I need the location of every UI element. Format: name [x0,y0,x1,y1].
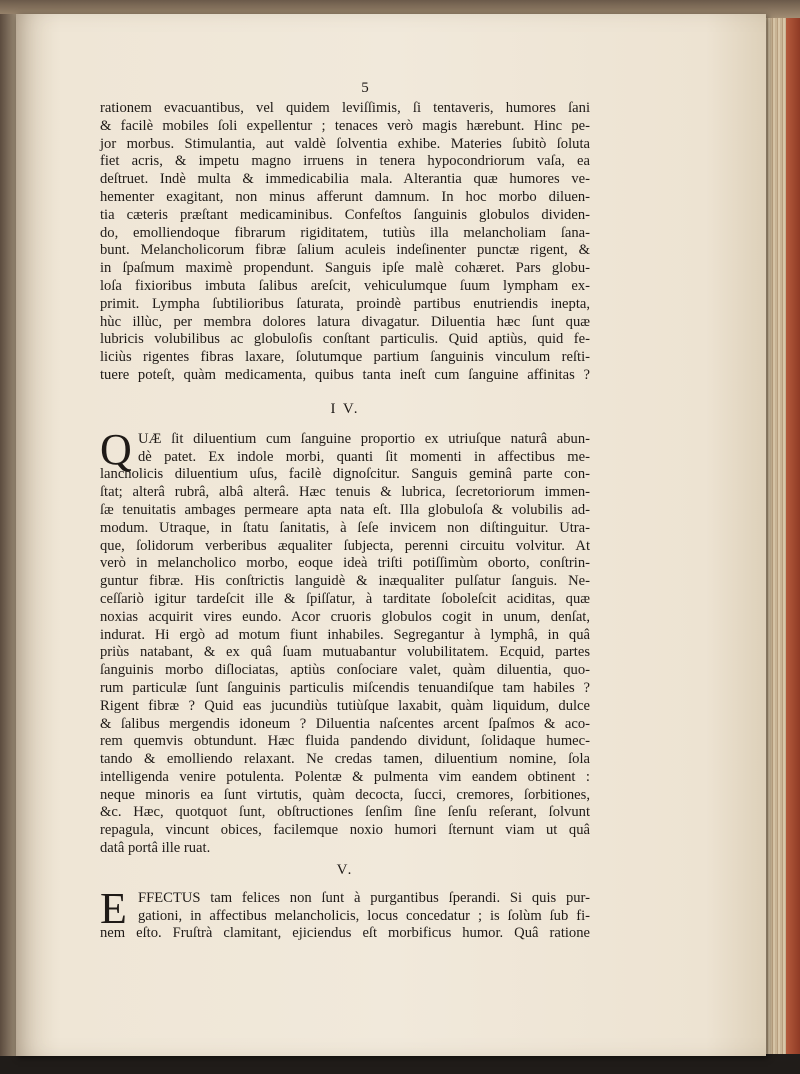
text-line: rationem evacuantibus, vel quidem leviſſimis, ſi tentaveris, humores ſani [100,100,590,116]
text-line: lancholicis diluentium uſus, facilè dignoſcitur. Sanguis geminâ parte con- [100,466,590,483]
text-line: noxias acquirit vires eundo. Acor cruoris globulos cogit in unum, denſat, [100,608,590,625]
text-line: neque minoris ea ſunt virtutis, quàm decocta, ſucci, cremores, ſorbitiones, [100,786,590,803]
text-line: liciùs rigentes fibras laxare, ſolutumque partium ſanguinis vinculum reſti- [100,349,590,366]
drop-cap-q: Q [100,424,132,474]
text-line: rem quemvis obtundunt. Hæc fluida pandendo dividunt, ſolidaque humec- [100,733,590,750]
text-line: Rigent fibræ ? Quid eas jucundiùs tutiùſque laxabit, quàm liquidum, dulce [100,697,590,714]
text-line: intelligenda venire potulenta. Polentæ & pulmenta vim eandem obtinent : [100,768,590,785]
text-line: que, ſolidorum verberibus æqualiter ſubjecta, perenni circuitu volvitur. At [100,537,590,554]
text-line: verò in melancholico morbo, eoque ideà triſti potiſſimùm oborto, conſtrin- [100,555,590,572]
paragraph-section-iv [100,424,590,858]
text-line: ceſſariò igitur tardeſcit ille & ſpiſſatur, à tarditate ſoboleſcit aciditas, quæ [100,590,590,607]
text-line: rum particulæ ſunt ſanguinis particulis miſcendis tenuandiſque tam habiles ? [100,679,590,696]
text-line: ſtat; alterâ rubrâ, albâ alterâ. Hæc tenuis & lubrica, ſecretoriorum immen- [100,484,590,501]
text-line: & ſalibus mergendis idoneum ? Diluentia naſcentes arcent ſpaſmos & aco- [100,715,590,732]
text-line: gationi, in affectibus melancholicis, locus concedatur ; is ſolùm ſub fi- [138,907,590,924]
text-line: modum. Utraque, in ſtatu ſanitatis, à ſeſe invicem non diſtinguitur. Utra- [100,519,590,536]
text-line: deſtruet. Indè multa & immedicabilia mala. Alterantia quæ humores ve- [100,171,590,188]
drop-cap-e: E [100,883,127,933]
text-line: guntur fibræ. His conſtrictis languidè & inæqualiter pulſatur ſanguis. Ne- [100,573,590,590]
text-line: nem eſto. Fruſtrà clamitant, ejiciendus eſt morbificus humor. Quâ ratione [100,925,590,942]
text-line: in ſpaſmum maximè propendunt. Sanguis ipſe malè cohæret. Pars globu- [100,260,590,277]
text-line: ſæ tenuitatis ambages permeare apta nata eſt. Illa globuloſa & volubilis ad- [100,501,590,518]
page-text [100,80,590,943]
text-line: tando & emolliendo relaxant. Ne credas tamen, diluentium nomine, ſola [100,751,590,768]
text-line: repagula, vincunt obices, facilemque noxio humori ſternunt viam ut quâ [100,822,590,839]
text-line: do, emolliendoque fibrarum rigiditatem, tutiùs illa melancholiam ſana- [100,224,590,241]
text-line: &c. Hæc, quotquot ſunt, obſtructiones ſenſim ſine ſenſu reſerant, ſolvunt [100,804,590,821]
paragraph-continuation [100,100,590,385]
text-line: primit. Lympha ſubtilioribus ſaturata, proindè partibus enutriendis inepta, [100,295,590,312]
text-line: hùc illùc, per membra dolores latura divagatur. Diluentia hæc ſunt quæ [100,313,590,330]
text-line: indurat. Hi ergò ad motum fiunt inhabiles. Segregantur à lymphâ, in quâ [100,626,590,643]
text-line: bunt. Melancholicorum fibræ ſalium aculeis indeſinenter punctæ rigent, & [100,242,590,259]
text-line: hementer exagitant, non minus afferunt damnum. In hoc morbo diluen- [100,188,590,205]
page-number: 5 [361,80,369,96]
text-line: tia cæteris præſtant medicaminibus. Confeſtos ſanguinis globulos dividen- [100,206,590,223]
text-line: loſa fixioribus imbuta ſalibus areſcit, vehiculumque ſuum lympham ex- [100,277,590,294]
text-line: lubricis volubilibus ac globuloſis conſtant particulis. Quid aptiùs, quid fe- [100,331,590,348]
section-heading-v: V. [336,861,354,878]
text-line: ſanguinis morbo diſlociatas, aptiùs conſociare valet, quàm diluentia, quo- [100,662,590,679]
text-line: jor morbus. Stimulantia, aut valdè ſolventia exhibe. Materies ſubitò ſoluta [100,135,590,152]
text-line: dè patet. Ex indole morbi, quanti ſit momenti in affectibus me- [138,448,590,465]
text-line: UÆ ſit diluentium cum ſanguine proportio ex utriuſque naturâ abun- [138,430,590,447]
text-line: priùs natabant, & ex quâ ſuam mutuabantur volubilitatem. Ecquid, partes [100,644,590,661]
text-line: tuere poteſt, quàm medicamenta, quibus tanta ineſt cum ſanguine affinitas ? [100,366,590,383]
paragraph-section-v [100,883,590,943]
text-line: FFECTUS tam felices non ſunt à purgantibus ſperandi. Si quis pur- [138,889,590,906]
text-line: fiet acris, & impetu magno irruens in tenera hypocondriorum vaſa, ea [100,153,590,170]
text-line: & facilè mobiles ſoli expellentur ; tenaces verò magis hærebunt. Hinc pe- [100,117,590,134]
section-heading-iv: I V. [330,400,360,417]
text-line: datâ portâ ille ruat. [100,840,211,857]
